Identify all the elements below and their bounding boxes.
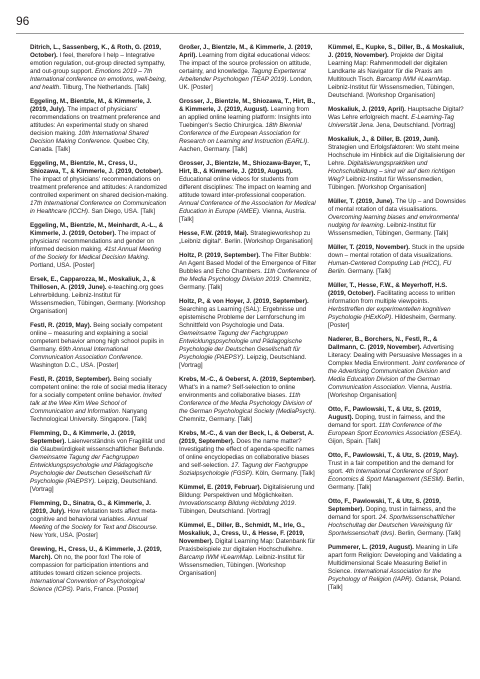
reference-details: . Tilburg, The Netherlands. [Talk] [59,84,150,91]
reference-details: . Nanyang Technological University. Singapore. [Talk] [30,408,148,423]
reference-entry [30,322,168,370]
reference-entry [179,160,317,224]
reference-authors: Kümmel, E., Diller, B., Schmidt, M., Irle, G., Moskaliuk, J., Cress, U., & Hesse, F. (2019, November). [179,522,305,545]
reference-entry [30,430,168,494]
reference-column-2 [179,44,317,600]
reference-entry [179,98,317,154]
reference-venue: 18th Biennial Conference of the European Association for Research on Learning and Instruction (EARLI) [179,122,308,145]
reference-venue: International Association for the Psychology of Religion (IAPR) [328,568,442,583]
reference-venue: 41st Annual Meeting of the Society for Medical Decision Making [30,246,162,261]
reference-entry [30,98,168,154]
reference-title: Advertising Literacy: Dealing with Persuasive Messages in a Complex Media Environment. [328,344,463,367]
reference-details: . Gijon, Spain. [Talk] [328,430,462,445]
reference-venue: Barcamp IWM #LearnMap [179,554,252,561]
reference-venue: 11th Conference of the Media Psychology Division 2019 [179,268,317,283]
reference-entry [328,282,466,330]
reference-details: . Chemnitz, Germany. [Talk] [179,276,312,291]
reference-details: . Leibniz-Institut für Wissensmedien, Tübingen, Germany. [Talk] [328,222,449,237]
reference-title: Laienverständnis von Fragilität und die Glaubwürdigkeit wissenschaftlicher Befunde. [30,438,165,453]
reference-details: Leibniz-Institut für Wissensmedien, Tübingen. [Workshop Organisation] [328,176,443,191]
reference-title: Hauptsache Digital? Was Lehre erfolgreich macht. [328,106,464,121]
reference-details: . Paris, France. [Poster] [72,586,139,593]
reference-authors: Müller, T. (2019, November). [328,244,410,251]
reference-venue: Human-Centered Computing Lab (HCC), FU Berlin [328,260,452,275]
reference-details: . Jena, Deutschland. [Vortrag] [372,122,456,129]
reference-details: . Leibniz-Institut für Wissensmedien, Tübingen. [Workshop Organisation] [179,554,305,577]
reference-title: The Up – and Downsides of mental rotation of data visualisations. [328,198,466,213]
reference-title: Searching as Learning (SAL): Ergebnisse und epistemische Probleme der Lernforschung im Schnittfeld von Psychologie und Data. [179,306,307,329]
reference-title: Learning from digital educational videos: The impact of the source profession on attitude, certainty, and knowledge. [179,52,312,75]
reference-details: . Hildesheim, Germany. [Poster] [328,314,457,329]
reference-title: Strategieworkshop zu „Leibniz digital“. Berlin. [Workshop Organisation] [179,230,313,245]
reference-venue: Overcoming learning biases and environmental nudging for learning [328,214,459,229]
reference-entry [179,484,317,516]
reference-details: . Leipzig, Deutschland. [Vortrag] [179,354,307,369]
header-rule [16,33,464,34]
reference-entry [328,44,466,100]
reference-title: Doping, trust in fairness, and the demand for sport. [328,506,456,521]
reference-title: The impact of physicians' recommendations and gender on informed decision making. [30,230,156,253]
reference-title: What's in a name? Self-selection to online environments and collaborative biases. [179,384,296,399]
reference-entry [328,106,466,130]
reference-authors: Krebs, M.-C., & van der Beck, I., & Oeberst, A. (2019, September). [179,430,314,445]
reference-authors: Naderer, B., Borchers, N., Festl, R., & Dallmann, C. (2019, November). [328,336,438,351]
reference-title: Strategien und Erfolgsfaktoren: Wo steht meine Hochschule im Hinblick auf die Digitalisierung der Lehre. [328,144,465,167]
reference-venue: Gemeinsame Tagung der Fachgruppen Entwicklungspsychologie und Pädagogische Psychologie der Deutschen Gesellschaft für Psychologie (PAEPSY) [179,330,302,361]
reference-entry [179,230,317,246]
reference-authors: Ersek, E., Capparozza, M., Moskaliuk, J., & Thillosen, A. (2019, June). [30,276,156,291]
reference-venue: Invited talk at the Wee Kim Wee School of Communication and Information [30,392,162,415]
page-number: 96 [16,14,30,28]
reference-details: . Vienna, Austria. [Talk] [179,208,307,223]
reference-entry [30,376,168,424]
reference-entry [328,244,466,276]
reference-entry [328,336,466,400]
reference-venue: Gemeinsame Tagung der Fachgruppen Entwicklungspsychologie und Pädagogische Psychologie der Deutschen Gesellschaft für Psychologie (PAEPSY) [30,454,153,485]
reference-entry [179,430,317,478]
reference-authors: Ditrich, L., Sassenberg, K., & Roth, G. (2019, October). [30,44,161,59]
reference-venue: 11th Conference of the Media Psychology Division of the German Psychological Society (MediaPsych) [179,392,315,415]
reference-title: Being socially competent online – measuring and explaining a social competent behavior among high school pupils in Germany. [30,322,164,353]
reference-details: . Leibniz-Institut für Wissensmedien, Tübingen, Deutschland. [Workshop Organisation] [328,76,455,99]
reference-details: . Leipzig, Deutschland. [Vortrag] [30,478,158,493]
reference-title: Doping, trust in fairness, and the demand for sport. [328,414,446,429]
reference-entry [30,276,168,316]
reference-authors: Kümmel, E. (2019, Februar). [179,484,262,491]
reference-title: Oh no, the poor fox! The role of compassion for participation intentions and attitudes toward citizen science projects. [30,554,149,577]
reference-venue: 17th International Conference on Communication in Healthcare (ICCH) [30,200,167,215]
reference-entry [328,498,466,538]
reference-entry [179,298,317,370]
reference-authors: Kümmel, E., Kupke, S., Diller, B., & Moskaliuk, J. (2019, November). [328,44,465,59]
reference-venue: 17. Tagung der Fachgruppe Sozialpsychologie (FGSP) [179,462,309,477]
reference-authors: Otto, F., Pawlowski, T., & Utz, S. (2019, September). [328,498,441,513]
reference-title: The impact of physicians' recommendations on treatment preference and attitudes: An experimental study on shared decision making. [30,106,161,137]
reference-title: Facilitating access to written information from multiple viewpoints. [328,290,456,305]
reference-authors: Festl, R. (2019, May). [30,322,92,329]
reference-venue: Annual Meeting of the Society for Text and Discourse [30,516,156,531]
reference-authors: Grewing, H., Cress, U., & Kimmerle, J. (2019, March). [30,546,162,561]
reference-venue: Digitalisierungspraktiken und Hochschulbildung – sind wir auf dem richtigen Weg? [328,160,456,183]
reference-venue: Emotions 2019 – 7th International conference on emotions, well-being, and health [30,68,167,91]
reference-details: . Berlin, Germany. [Talk] [328,476,465,491]
reference-entry [328,198,466,238]
reference-entry [30,160,168,216]
reference-title: I feel, therefore I help – Integrative emotion regulation, out-group directed sympathy, and out-group support. [30,52,166,75]
reference-venue: Barcamp IWM #LearnMap [376,76,450,83]
reference-details: . Köln, Germany. [Talk] [251,470,315,477]
reference-authors: Grosser, J., Bientzle, M., Shiozawa-Bayer, T., Hirt, B., & Kimmerle, J. (2019, August). [179,160,311,175]
reference-venue: Innovationscamp Bildung #icbildung 2019 [179,500,295,507]
reference-details: . London, UK. [Poster] [179,76,313,91]
reference-entry [30,500,168,540]
reference-authors: Moskaliuk, J. (2019, April). [328,106,406,113]
reference-authors: Holtz, P. (2019, September). [179,252,261,259]
reference-details: . Chemnitz, Germany. [Talk] [179,408,316,423]
reference-column-1 [30,44,168,600]
reference-title: Digital Learning Map: Datenbank für Praxisbeispiele zur digitalen Hochschullehre. [179,538,316,553]
reference-authors: Eggeling, M., Bientzle, M., Meinhardt, A.-L., & Kimmerle, J. (2019, October). [30,222,164,237]
reference-venue: 11th Conference of the European Sport Economics Association (ESEA) [328,422,461,437]
reference-entry [179,252,317,292]
reference-entry [30,222,168,270]
reference-authors: Eggeling, M., Bientzle, M., & Kimmerle, J. (2019, July). [30,98,152,113]
reference-authors: Flemming, D., Sinatra, G., & Kimmerle, J. (2019, July). [30,500,151,515]
reference-entry [328,452,466,492]
reference-authors: Otto, F., Pawlowski, T., & Utz, S. (2019, August). [328,406,441,421]
reference-details: . Portland, USA. [Poster] [30,254,150,269]
reference-title: Meaning in Life apart form Religion: Developing and Validating a Multidimensional Scale Measuring Belief in Science. [328,544,462,575]
reference-column-3 [328,44,466,600]
reference-details: . San Diego, USA. [Talk] [88,208,156,215]
reference-venue: Joint conference of the Advertising Communication Division and Media Education Division of the German Communication Association [328,360,465,391]
reference-title: The impact of physicians' recommendations on treatment preference and attitudes: A randomized controlled experiment on shared decision-making. [30,176,168,199]
reference-authors: Holtz, P., & von Hoyer, J. (2019, September). [179,298,309,305]
reference-details: . Aachen, Germany. [Talk] [179,138,309,153]
reference-entry [328,136,466,192]
reference-title: Learning from an applied online learning platform: Insights into Tuebingen's Sectio Chirurgica. [179,106,312,129]
reference-authors: Eggeling, M., Bientzle, M., Cress, U., Shiozawa, T., & Kimmerle, J. (2019, October). [30,160,163,175]
reference-title: Educational online videos for students from different disciplines: The impact on learning and attitude toward inter-professional cooperation. [179,176,312,199]
reference-authors: Müller, T., Hesse, F.W., & Meyerhoff, H.S. (2019, October). [328,282,448,297]
reference-title: The Filter Bubble: An Agent Based Model of the Emergence of Filter Bubbles and Echo Chambers. [179,252,317,275]
reference-venue: E-Learning-Tag Universität Jena [328,114,454,129]
reference-details: . Gdansk, Poland. [Talk] [328,576,462,591]
reference-details: . New York, USA. [Poster] [30,524,158,539]
reference-title: Does the name matter? Investigating the effect of agenda-specific names of online encyclopedias on collaborative biases and self-selection. [179,438,315,469]
reference-authors: Moskaliuk, J., & Diller, B. (2019, Juni). [328,136,440,143]
reference-title: Being socially competent online: the role of social media literacy for a socially competent online behavior. [30,376,167,399]
reference-details: . Washington D.C., USA. [Poster] [30,354,143,369]
reference-title: Digitalisierung und Bildung: Perspektiven und Möglichkeiten. [179,484,315,499]
reference-title: Projekte der Digital Learning Map: Rahmenmodell der digitalen Landkarte als Navigator für die Praxis am Multitouch Tisch. [328,52,448,83]
reference-entry [30,546,168,594]
reference-details: . Berlin, Germany. [Talk] [394,530,461,537]
reference-authors: Festl, R. (2019, September). [30,376,112,383]
reference-title: Trust in a fair competition and the demand for sport. [328,460,454,475]
reference-venue: International Convention of Psychological Science (ICPS) [30,578,145,593]
reference-details: . Germany. [Talk] [343,268,391,275]
reference-title: Stuck in the upside down – mental rotation of data visualizations. [328,244,465,259]
reference-venue: Tagung Expertenrat Arbeitender Psychologen (TEAP 2019) [179,68,306,83]
reference-title: How refutation texts affect meta-cognitive and behavioral variables. [30,508,158,523]
reference-venue: 10th International Shared Decision Making Conference [30,130,149,145]
reference-authors: Grosser, J., Bientzle, M., Shiozawa, T., Hirt, B., & Kimmerle, J. (2019, August). [179,98,316,113]
reference-entry [30,44,168,92]
reference-details: . Quebec City, Canada. [Talk] [30,138,150,153]
reference-venue: 4th International Conference of Sport Economics & Sport Management (SESM) [328,468,448,483]
reference-venue: Annual Conference of the Association for Medical Education in Europe (AMEE) [179,200,316,215]
reference-entry [179,522,317,578]
reference-authors: Müller, T. (2019, June). [328,198,394,205]
reference-authors: Flemming, D., & Kimmerle, J. (2019, September). [30,430,136,445]
reference-entry [179,376,317,424]
reference-authors: Großer, J., Bientzle, M., & Kimmerle, J. (2019, April). [179,44,313,59]
reference-venue: 69th Annual International Communication Association Conference [30,346,141,361]
reference-columns [30,44,466,600]
reference-entry [328,406,466,446]
reference-venue: Herbsttreffen der experimentellen kognitiven Psychologie (HExKoP) [328,306,451,321]
reference-authors: Hesse, F.W. (2019, Mai). [179,230,249,237]
reference-details: . Vienna, Austria. [Workshop Organisation] [328,384,453,399]
reference-authors: Pummerer, L. (2019, August). [328,544,414,551]
reference-details: . Tübingen, Deutschland. [Vortrag] [179,500,297,515]
reference-authors: Otto, F., Pawlowski, T., & Utz, S. (2019, May). [328,452,459,459]
reference-authors: Krebs, M.-C., & Oeberst, A. (2019, September). [179,376,316,383]
reference-entry [328,544,466,592]
reference-venue: 24. Sportwissenschaftlicher Hochschultag der Deutschen Vereinigung für Sportwissenschaft (dvs) [328,514,455,537]
reference-title: e-teaching.org goes Lehrerbildung. Leibniz-Institut für Wissensmedien, Tübingen, Germany. [Workshop Organisation] [30,284,166,315]
reference-entry [179,44,317,92]
